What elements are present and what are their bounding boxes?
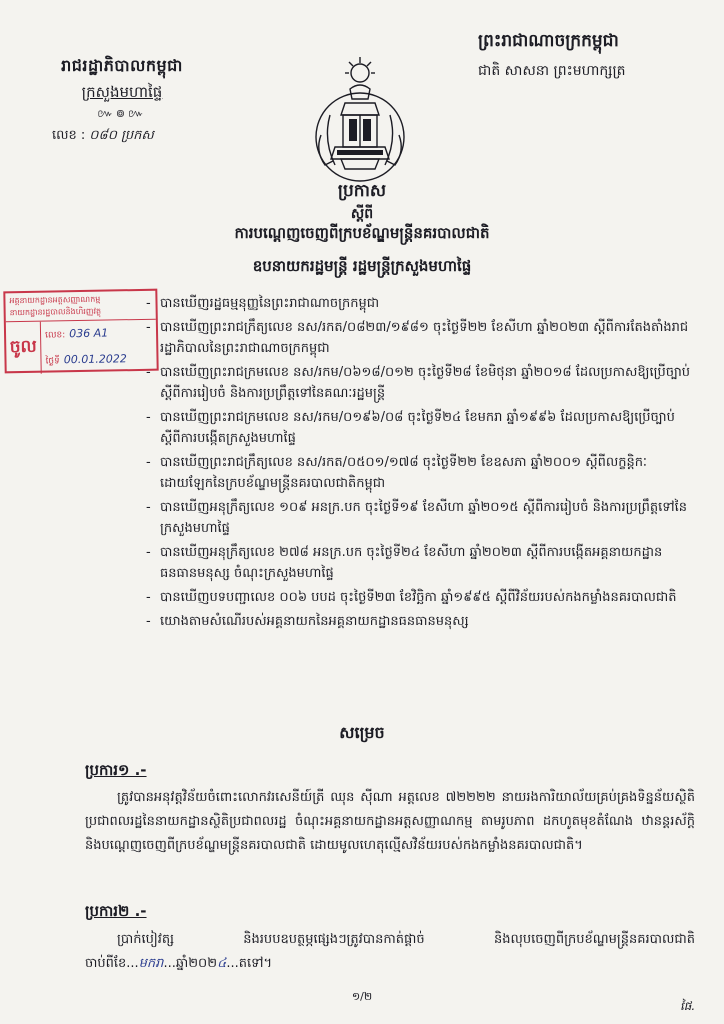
reference-item: - បានឃើញរដ្ឋធម្មនុញ្ញនៃព្រះរាជាណាចក្រកម្ពុជា: [146, 293, 691, 314]
article-2-heading: ប្រការ២ .-: [85, 902, 147, 920]
kingdom-name: ព្រះរាជាណាចក្រកម្ពុជា: [478, 31, 619, 51]
stamp-date-label: ថ្ងៃទី: [45, 355, 60, 367]
national-motto: ជាតិ សាសនា ព្រះមហាក្សត្រ: [478, 63, 626, 79]
document-about: ស្តីពី: [350, 206, 374, 222]
reference-item: - បានឃើញព្រះរាជក្រឹត្យលេខ នស/រកត/០៨២៣/១៩៨១ ចុះថ្ងៃទី២២ ខែសីហា ឆ្នាំ២០២៣ ស្តីពីការតែងតាំងរាជរដ្ឋាភិបាលនៃព្រះរាជាណាចក្រកម្ពុជា: [146, 317, 691, 359]
article-1-body: ត្រូវបានអនុវត្តវិន័យចំពោះលោកវរសេនីយ៍ត្រី ឈុន ស៊ីណា អត្តលេខ ៧២២២២ នាយរងការិយាល័យគ្រប់គ្រងទិន្នន័យស្ថិតិប្រជាពលរដ្ឋនៃនាយកដ្ឋានស្ថិតិប្រជាពលរដ្ឋ ចំណុះអគ្គនាយកដ្ឋានអត្តសញ្ញាណកម្ម តាមរូបភាព ដកហូតមុខតំណែង ឋានន្តរស័ក្តិ និងបណ្តេញចេញពីក្របខ័ណ្ឌមន្ត្រីនគរបាលជាតិ ដោយមូលហេតុល្មើសវិន័យរបស់កងកម្លាំងនគរបាលជាតិ។: [85, 790, 695, 853]
reference-number: [52, 127, 154, 146]
stamp-number-value: 036 A1: [69, 326, 109, 340]
reference-item: - បានឃើញបទបញ្ជាលេខ ០០៦ បបដ ចុះថ្ងៃទី២៣ ខែវិច្ឆិកា ឆ្នាំ១៩៩៥ ស្តីពីវិន័យរបស់កងកម្លាំងនគរបាលជាតិ: [146, 587, 691, 608]
stamp-office: នាយកដ្ឋានរដ្ឋបាលនិងហិរញ្ញវត្ថុ: [6, 305, 156, 323]
stamp-date-row: [45, 351, 156, 368]
article-2-year-digit: ៤: [217, 956, 227, 971]
page-number: ១/២: [351, 990, 373, 1003]
document-subject: ការបណ្តេញចេញពីក្របខ័ណ្ឌមន្ត្រីនគរបាលជាតិ: [234, 224, 490, 242]
document-issuer: ឧបនាយករដ្ឋមន្ត្រី រដ្ឋមន្ត្រីក្រសួងមហាផ្ទៃ: [252, 257, 472, 275]
decision-heading: សម្រេច: [339, 723, 385, 742]
received-stamp: [3, 289, 158, 374]
stamp-number-label: លេខ:: [44, 329, 66, 341]
government-name: រាជរដ្ឋាភិបាលកម្ពុជា: [61, 56, 183, 75]
article-2-body: [85, 928, 695, 976]
legal-references: [146, 293, 691, 635]
kingdom-header: [478, 30, 708, 82]
article-1-heading: ប្រការ១ .-: [85, 761, 147, 779]
stamp-received-label: ចូល: [6, 322, 42, 375]
document-type: ប្រកាស: [337, 181, 387, 201]
article-2-text-mid: ...ឆ្នាំ២០២: [163, 956, 218, 971]
reference-item: - បានឃើញព្រះរាជក្រឹត្យលេខ នស/រកត/០៥០១/១៧៨ ចុះថ្ងៃទី២២ ខែឧសភា ឆ្នាំ២០០១ ស្តីពីលក្ខន្តិកៈដោយឡែកនៃក្របខ័ណ្ឌមន្ត្រីនគរបាលជាតិកម្ពុជា: [146, 452, 691, 494]
stamp-date-value: 00.01.2022: [63, 351, 127, 366]
reference-value: ០៨០ ប្រកស: [89, 128, 154, 143]
reference-item: - បានឃើញព្រះរាជក្រមលេខ នស/រកម/០១៩៦/០៨ ចុះថ្ងៃទី២៤ ខែមករា ឆ្នាំ១៩៩៦ ដែលប្រកាសឱ្យប្រើច្បាប់ស្តីពីការបង្កើតក្រសួងមហាផ្ទៃ: [146, 407, 691, 449]
reference-item: - យោងតាមសំណើរបស់អគ្គនាយកនៃអគ្គនាយកដ្ឋានធនធានមនុស្ស: [146, 611, 691, 632]
reference-item: - បានឃើញអនុក្រឹត្យលេខ ១០៩ អនក្រ.បក ចុះថ្ងៃទី១៩ ខែសីហា ឆ្នាំ២០១៥ ស្តីពីការរៀបចំ និងការប្រព្រឹត្តទៅនៃក្រសួងមហាផ្ទៃ: [146, 497, 691, 539]
stamp-number-row: [45, 325, 156, 342]
initial-mark: ផៃ.: [680, 999, 696, 1013]
ministry-name: ក្រសួងមហាផ្ទៃ: [81, 83, 163, 101]
header-ornament: ៚៙៚: [97, 107, 147, 120]
reference-item: - បានឃើញអនុក្រឹត្យលេខ ២៧៨ អនក្រ.បក ចុះថ្ងៃទី២៤ ខែសីហា ឆ្នាំ២០២៣ ស្តីពីការបង្កើតអគ្គនាយកដ្ឋានធនធានមនុស្ស ចំណុះក្រសួងមហាផ្ទៃ: [146, 542, 691, 584]
reference-label: លេខ :: [52, 128, 86, 143]
ministry-header: [22, 55, 222, 143]
reference-item: - បានឃើញព្រះរាជក្រមលេខ នស/រកម/០៦១៨/០១២ ចុះថ្ងៃទី២៨ ខែមិថុនា ឆ្នាំ២០១៨ ដែលប្រកាសឱ្យប្រើច្បាប់ស្តីពីការរៀបចំ និងការប្រព្រឹត្តទៅនៃគណៈរដ្ឋមន្ត្រី: [146, 362, 691, 404]
royal-arms-emblem-icon: [305, 55, 415, 185]
article-2-text-start: ប្រាក់បៀវត្ស និងរបបឧបត្ថម្ភផ្សេងៗត្រូវបានកាត់ផ្តាច់ និងលុបចេញពីក្របខ័ណ្ឌមន្ត្រីនគរបាលជាតិ ចាប់ពីខែ...: [85, 932, 695, 971]
article-2-month: មករា: [138, 956, 164, 971]
stamp-department: អគ្គនាយកដ្ឋានអត្តសញ្ញាណកម្ម: [9, 294, 101, 306]
article-2-text-end: ...តទៅ។: [226, 956, 273, 971]
